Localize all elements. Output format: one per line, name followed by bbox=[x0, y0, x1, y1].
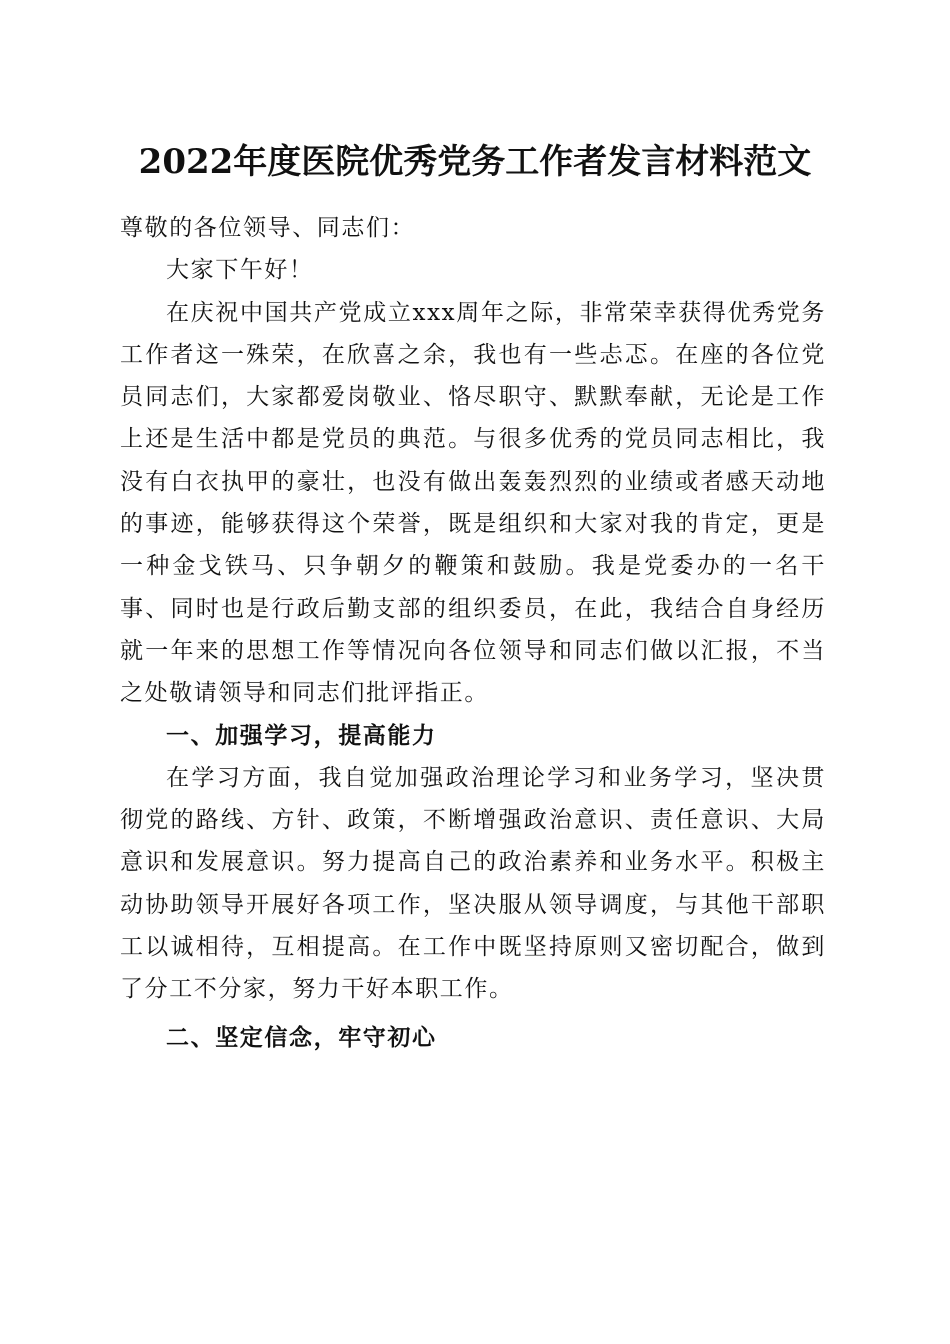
section-heading-2: 二、坚定信念，牢守初心 bbox=[166, 1024, 437, 1051]
document-title: 2022年度医院优秀党务工作者发言材料范文 bbox=[138, 142, 812, 182]
section-heading-1: 一、加强学习，提高能力 bbox=[166, 722, 437, 749]
salutation: 尊敬的各位领导、同志们： bbox=[120, 215, 416, 241]
intro-paragraph: 在庆祝中国共产党成立xxx周年之际，非常荣幸获得优秀党务工作者这一殊荣，在欣喜之余，我也有一些忐忑。在座的各位党员同志们，大家都爱岗敬业、恪尽职守、默默奉献，无论是工作上还是生活中都是党员的典范。与很多优秀的党员同志相比，我没有白衣执甲的豪壮，也没有做出轰轰烈烈的业绩或者感天动地的事迹，能够获得这个荣誉，既是组织和大家对我的肯定，更是一种金戈铁马、只争朝夕的鞭策和鼓励。我是党委办的一名干事、同时也是行政后勤支部的组织委员，在此，我结合自身经历就一年来的思想工作等情况向各位领导和同志们做以汇报，不当之处敬请领导和同志们批评指正。 bbox=[120, 299, 826, 707]
section-body-1: 在学习方面，我自觉加强政治理论学习和业务学习，坚决贯彻党的路线、方针、政策，不断增强政治意识、责任意识、大局意识和发展意识。努力提高自己的政治素养和业务水平。积极主动协助领导开展好各项工作，坚决服从领导调度，与其他干部职工以诚相待，互相提高。在工作中既坚持原则又密切配合，做到了分工不分家，努力干好本职工作。 bbox=[120, 764, 826, 1003]
document-body bbox=[120, 205, 826, 1059]
greeting: 大家下午好！ bbox=[166, 257, 314, 284]
